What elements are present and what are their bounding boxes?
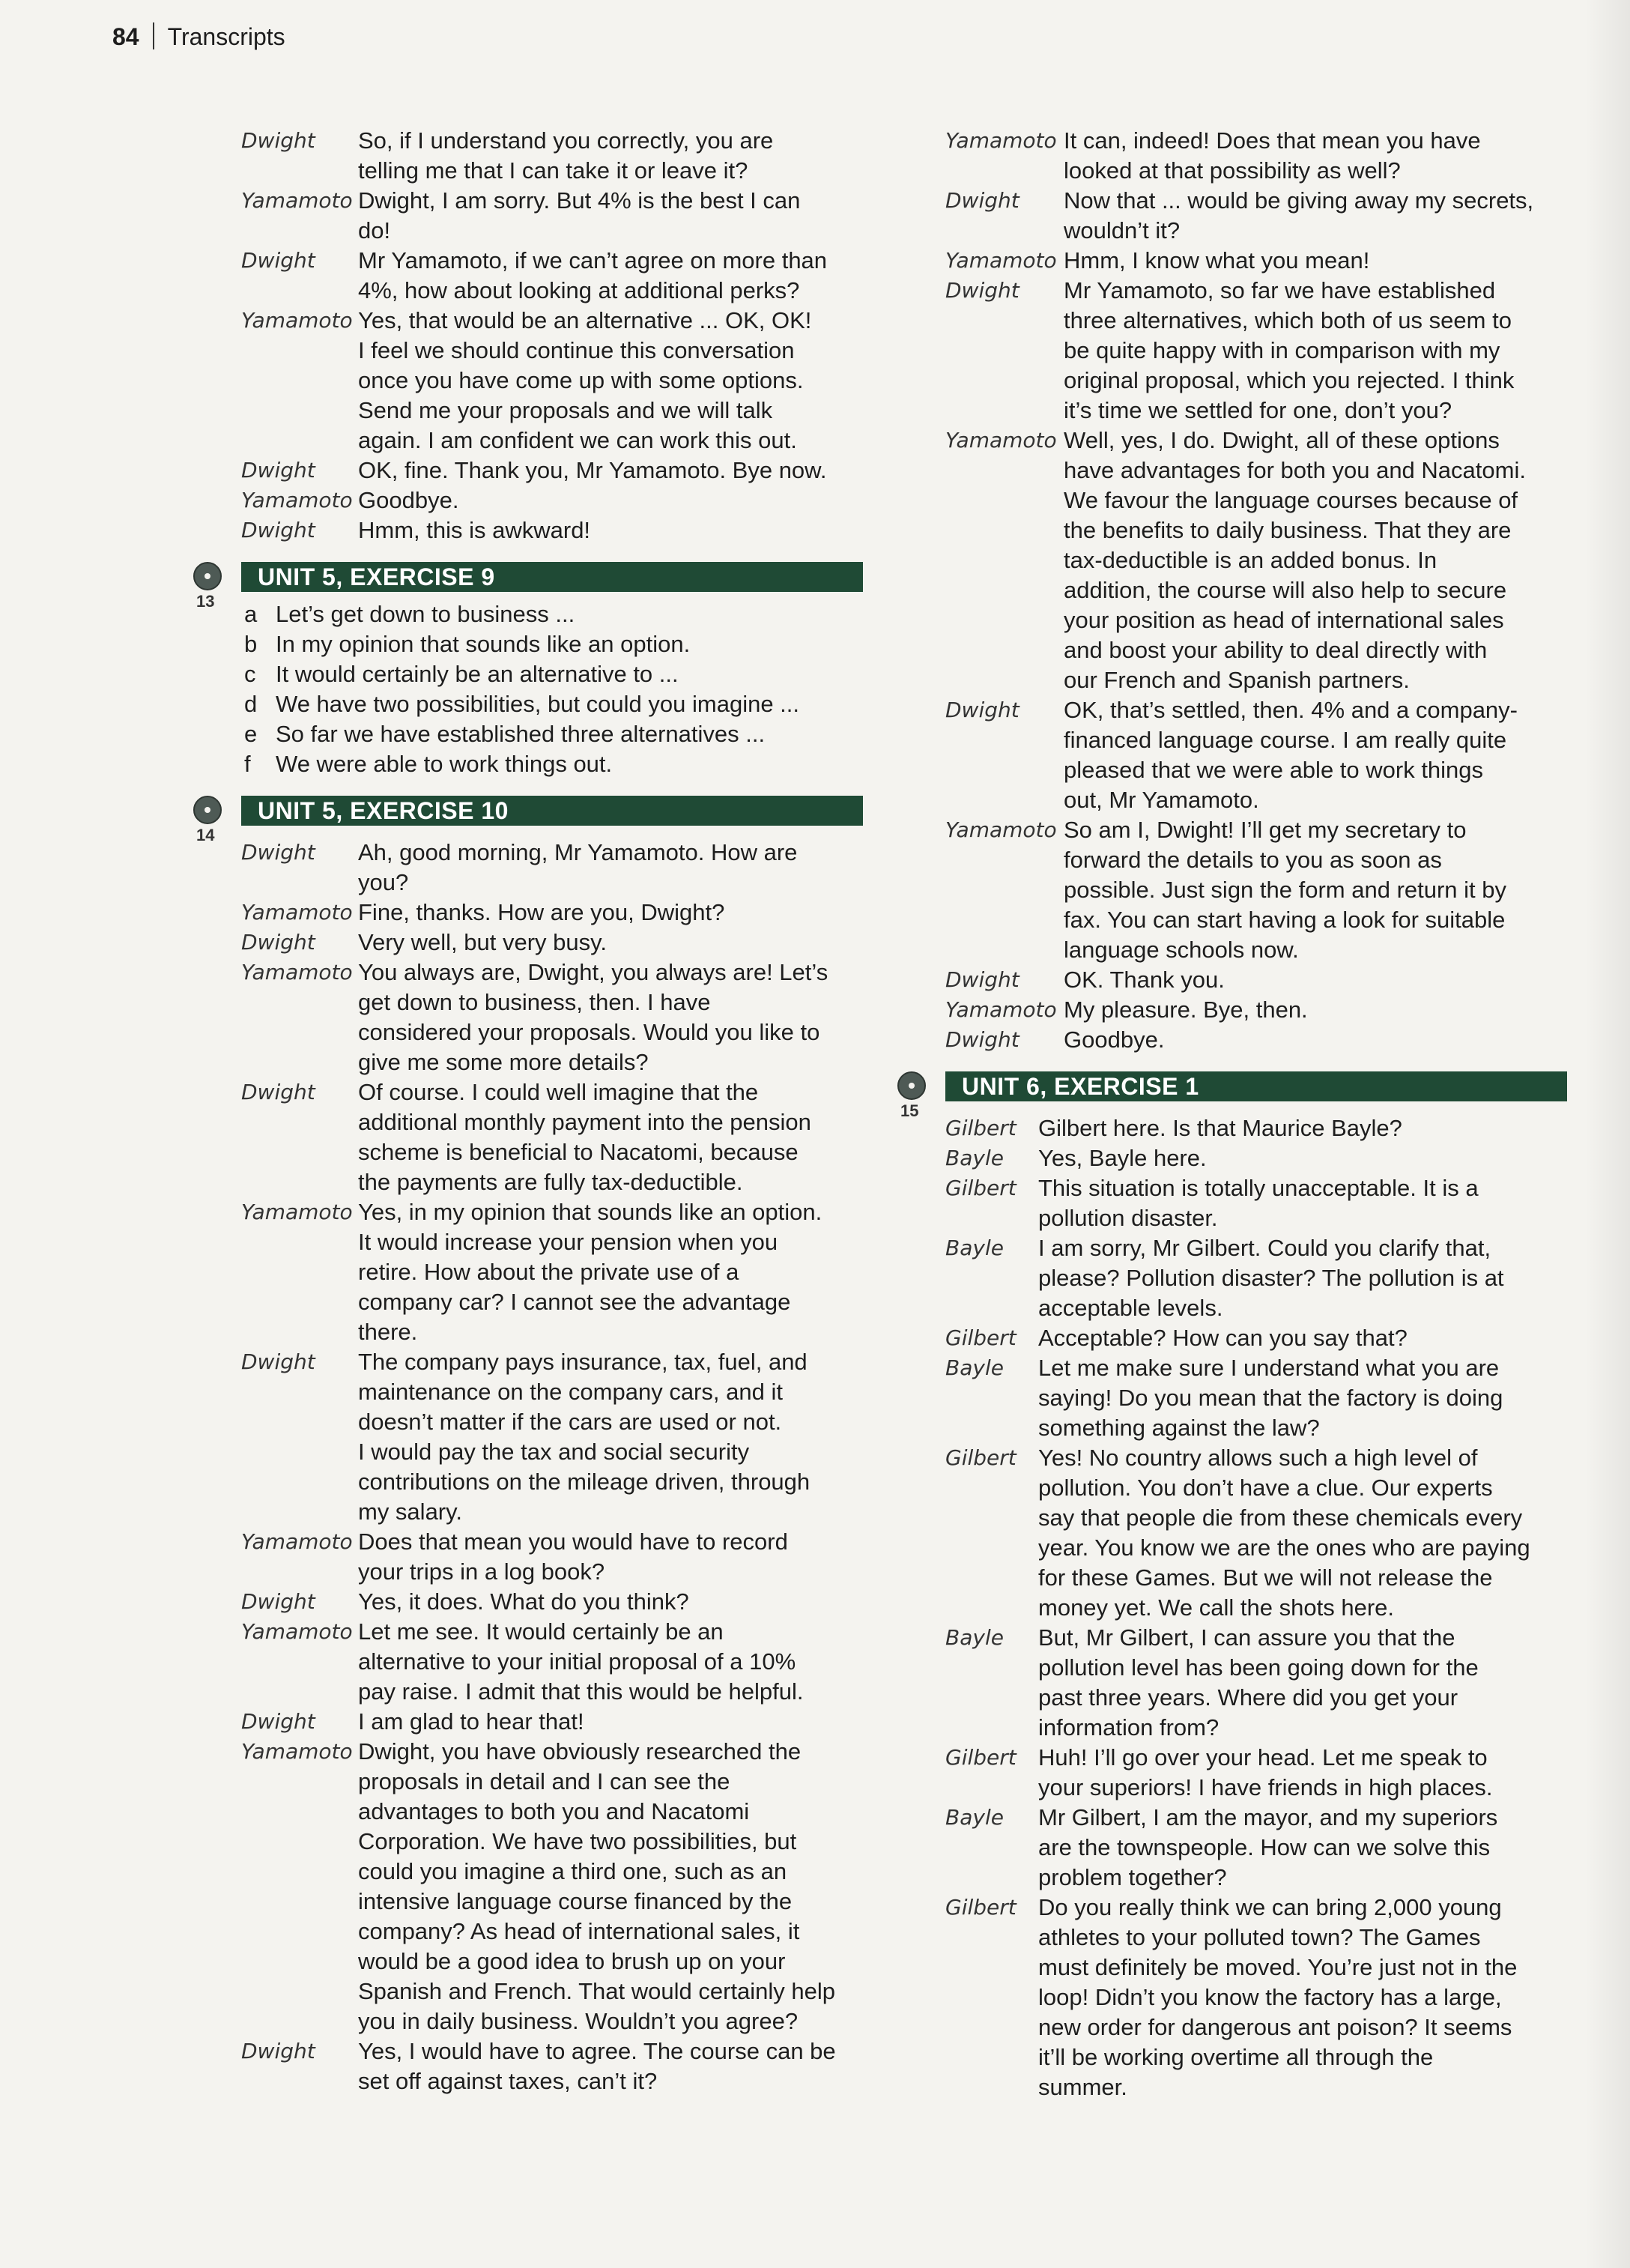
- dialogue-turn: [241, 486, 885, 515]
- speaker-name: Yamamoto: [945, 817, 1057, 842]
- speech-line: maintenance on the company cars, and it: [358, 1379, 783, 1405]
- exercise-option: [241, 689, 885, 719]
- speech-line: Dwight, I am sorry. But 4% is the best I can: [358, 187, 801, 214]
- exercise-option: [241, 659, 885, 689]
- track-number: 15: [900, 1101, 919, 1120]
- exercise-unit6-1-heading: [900, 1071, 1575, 1120]
- dialogue-turn: [241, 1197, 885, 1347]
- speech-line: original proposal, which you rejected. I think: [1064, 367, 1515, 393]
- speaker-name: Dwight: [945, 1027, 1019, 1052]
- speaker-name: Bayle: [945, 1805, 1004, 1830]
- speech-line: scheme is beneficial to Nacatomi, because: [358, 1139, 799, 1165]
- speaker-name: Yamamoto: [241, 1619, 353, 1644]
- speech-line: pollution. You don’t have a clue. Our experts: [1038, 1475, 1493, 1501]
- speech-line: Acceptable? How can you say that?: [1038, 1325, 1408, 1351]
- speech-line: company car? I cannot see the advantage: [358, 1289, 791, 1315]
- speech-line: Yes, I would have to agree. The course can be: [358, 2038, 836, 2064]
- exercise-title: UNIT 5, EXERCISE 10: [241, 796, 863, 826]
- speech-line: OK, fine. Thank you, Mr Yamamoto. Bye now.: [358, 457, 827, 483]
- speech-line: there.: [358, 1319, 418, 1345]
- dialogue-turn: [945, 1025, 1575, 1055]
- speech-line: I feel we should continue this conversation: [358, 337, 795, 363]
- speech-line: Send me your proposals and we will talk: [358, 397, 773, 423]
- speech-line: Let me make sure I understand what you are: [1038, 1355, 1500, 1381]
- dialogue-turn: [241, 1617, 885, 1707]
- dialogue-turn: [241, 1527, 885, 1587]
- speech-line: your superiors! I have friends in high places.: [1038, 1774, 1493, 1800]
- speech-line: We favour the language courses because of: [1064, 487, 1518, 513]
- speech-line: It would increase your pension when you: [358, 1229, 778, 1255]
- speaker-name: Dwight: [241, 458, 315, 483]
- speech-line: But, Mr Gilbert, I can assure you that the: [1038, 1624, 1455, 1651]
- speech-text: [1064, 186, 1575, 246]
- speech-line: Gilbert here. Is that Maurice Bayle?: [1038, 1115, 1402, 1141]
- speech-line: loop! Didn’t you know the factory has a large,: [1038, 1984, 1502, 2010]
- speech-line: considered your proposals. Would you like to: [358, 1019, 820, 1045]
- exercise-option: [241, 719, 885, 749]
- speech-line: three alternatives, which both of us seem to: [1064, 307, 1512, 333]
- speech-line: fax. You can start having a look for suitable: [1064, 907, 1506, 933]
- dialogue-turn: [241, 126, 885, 186]
- speech-line: Ah, good morning, Mr Yamamoto. How are: [358, 839, 798, 865]
- speech-text: [1038, 1173, 1575, 1233]
- speaker-name: Yamamoto: [241, 900, 353, 925]
- speech-line: Now that ... would be giving away my secrets,: [1064, 187, 1534, 214]
- speech-line: I would pay the tax and social security: [358, 1439, 750, 1465]
- speech-line: acceptable levels.: [1038, 1295, 1223, 1321]
- speaker-name: Dwight: [241, 1709, 315, 1734]
- speech-text: [358, 246, 885, 306]
- speech-line: again. I am confident we can work this out.: [358, 427, 797, 453]
- speech-line: proposals in detail and I can see the: [358, 1768, 730, 1794]
- speech-line: financed language course. I am really quite: [1064, 727, 1507, 753]
- speech-text: [358, 928, 885, 958]
- speech-line: Do you really think we can bring 2,000 young: [1038, 1894, 1502, 1920]
- speech-text: [1038, 1803, 1575, 1893]
- dialogue-turn: [945, 126, 1575, 186]
- dialogue-turn: [241, 1077, 885, 1197]
- speech-line: pollution level has been going down for the: [1038, 1654, 1479, 1681]
- speaker-name: Dwight: [241, 1080, 315, 1104]
- option-letter: c: [244, 661, 256, 687]
- speech-line: Mr Gilbert, I am the mayor, and my superiors: [1038, 1804, 1498, 1830]
- dialogue-turn: [945, 1893, 1575, 2102]
- exercise-title: UNIT 6, EXERCISE 1: [945, 1071, 1567, 1101]
- speaker-name: Dwight: [241, 1349, 315, 1374]
- dialogue-unit6-1: [945, 1113, 1575, 2102]
- dialogue-unit5-continued: [241, 126, 885, 545]
- dialogue-unit5-10: [241, 838, 885, 2096]
- speaker-name: Yamamoto: [241, 1200, 353, 1224]
- dialogue-turn: [241, 898, 885, 928]
- dialogue-turn: [241, 456, 885, 486]
- speaker-name: Gilbert: [945, 1745, 1017, 1770]
- speech-text: [1038, 1743, 1575, 1803]
- dialogue-turn: [945, 426, 1575, 695]
- speech-line: I am glad to hear that!: [358, 1708, 584, 1735]
- speaker-name: Dwight: [241, 518, 315, 542]
- speech-line: advantages to both you and Nacatomi: [358, 1798, 750, 1824]
- speech-text: [358, 1077, 885, 1197]
- speech-line: Corporation. We have two possibilities, but: [358, 1828, 797, 1854]
- speaker-name: Gilbert: [945, 1445, 1017, 1470]
- dialogue-turn: [945, 1323, 1575, 1353]
- speech-line: retire. How about the private use of a: [358, 1259, 739, 1285]
- speaker-name: Dwight: [945, 278, 1019, 303]
- speech-text: [1064, 695, 1575, 815]
- dialogue-turn: [241, 306, 885, 456]
- speech-text: [358, 1617, 885, 1707]
- speech-line: it’s time we settled for one, don’t you?: [1064, 397, 1452, 423]
- dialogue-turn: [945, 186, 1575, 246]
- speech-line: Hmm, this is awkward!: [358, 517, 591, 543]
- exercise-option: [241, 599, 885, 629]
- speech-line: telling me that I can take it or leave it?: [358, 157, 748, 184]
- option-letter: b: [244, 631, 258, 657]
- option-letter: f: [244, 751, 251, 777]
- option-text: Let’s get down to business ...: [276, 601, 575, 627]
- speech-text: [1038, 1623, 1575, 1743]
- page-header: [112, 22, 285, 51]
- dialogue-turn: [945, 1623, 1575, 1743]
- speech-line: It can, indeed! Does that mean you have: [1064, 127, 1481, 154]
- exercise-title: UNIT 5, EXERCISE 9: [241, 562, 863, 592]
- speaker-name: Bayle: [945, 1146, 1004, 1170]
- option-letter: a: [244, 601, 258, 627]
- dialogue-turn: [945, 1443, 1575, 1623]
- speech-line: language schools now.: [1064, 937, 1299, 963]
- speech-text: [358, 486, 885, 515]
- speech-text: [358, 1707, 885, 1737]
- speech-line: the benefits to daily business. That they are: [1064, 517, 1512, 543]
- speech-line: something against the law?: [1038, 1415, 1320, 1441]
- speech-line: you?: [358, 869, 409, 895]
- speaker-name: Yamamoto: [945, 428, 1057, 453]
- speech-text: [358, 2036, 885, 2096]
- speaker-name: Yamamoto: [945, 997, 1057, 1022]
- page-title: Transcripts: [167, 23, 285, 50]
- speech-line: year. You know we are the ones who are paying: [1038, 1534, 1530, 1561]
- speech-line: forward the details to you as soon as: [1064, 847, 1442, 873]
- speech-line: money yet. We call the shots here.: [1038, 1594, 1394, 1621]
- speech-text: [358, 1347, 885, 1527]
- speech-line: you in daily business. Wouldn’t you agree?: [358, 2008, 799, 2034]
- speech-text: [1038, 1113, 1575, 1143]
- speech-line: looked at that possibility as well?: [1064, 157, 1401, 184]
- speech-line: intensive language course financed by the: [358, 1888, 793, 1914]
- speech-text: [358, 1587, 885, 1617]
- speech-line: information from?: [1038, 1714, 1220, 1741]
- speech-text: [358, 186, 885, 246]
- dialogue-turn: [945, 1143, 1575, 1173]
- speech-line: have advantages for both you and Nacatomi.: [1064, 457, 1526, 483]
- speech-line: Yes, that would be an alternative ... OK, OK!: [358, 307, 812, 333]
- speaker-name: Dwight: [945, 698, 1019, 722]
- speaker-name: Yamamoto: [241, 960, 353, 985]
- right-column: [900, 126, 1575, 2102]
- left-column: [196, 126, 885, 2096]
- speech-line: OK, that’s settled, then. 4% and a company-: [1064, 697, 1518, 723]
- speech-line: out, Mr Yamamoto.: [1064, 787, 1259, 813]
- speech-line: my salary.: [358, 1499, 462, 1525]
- speech-line: could you imagine a third one, such as an: [358, 1858, 787, 1884]
- speaker-name: Yamamoto: [241, 308, 353, 333]
- speech-text: [1038, 1323, 1575, 1353]
- speech-line: possible. Just sign the form and return it by: [1064, 877, 1507, 903]
- dialogue-turn: [241, 186, 885, 246]
- page-number: 84: [112, 23, 139, 50]
- speaker-name: Yamamoto: [241, 188, 353, 213]
- speech-line: Fine, thanks. How are you, Dwight?: [358, 899, 725, 925]
- speech-line: our French and Spanish partners.: [1064, 667, 1410, 693]
- dialogue-turn: [241, 958, 885, 1077]
- dialogue-turn: [241, 1707, 885, 1737]
- speaker-name: Dwight: [945, 188, 1019, 213]
- speaker-name: Gilbert: [945, 1325, 1017, 1350]
- dialogue-turn: [945, 276, 1575, 426]
- track-number: 14: [196, 826, 215, 844]
- speech-line: tax-deductible is an added bonus. In: [1064, 547, 1437, 573]
- speech-text: [1064, 815, 1575, 965]
- speech-text: [358, 958, 885, 1077]
- speech-line: So, if I understand you correctly, you are: [358, 127, 774, 154]
- speech-text: [1064, 995, 1575, 1025]
- speech-line: Yes! No country allows such a high level of: [1038, 1445, 1478, 1471]
- dialogue-turn: [241, 2036, 885, 2096]
- exercise-unit5-9-options: [241, 599, 885, 779]
- speech-line: Hmm, I know what you mean!: [1064, 247, 1370, 273]
- speech-line: Dwight, you have obviously researched the: [358, 1738, 802, 1764]
- dialogue-turn: [241, 515, 885, 545]
- speech-text: [358, 126, 885, 186]
- speaker-name: Bayle: [945, 1625, 1004, 1650]
- speech-text: [1038, 1443, 1575, 1623]
- dialogue-turn: [241, 1347, 885, 1527]
- speech-line: Goodbye.: [358, 487, 459, 513]
- dialogue-turn: [945, 1743, 1575, 1803]
- speech-line: Yes, Bayle here.: [1038, 1145, 1207, 1171]
- dialogue-turn: [945, 1173, 1575, 1233]
- speech-text: [358, 898, 885, 928]
- speech-line: saying! Do you mean that the factory is doing: [1038, 1385, 1503, 1411]
- speech-line: problem together?: [1038, 1864, 1227, 1890]
- speech-line: Of course. I could well imagine that the: [358, 1079, 759, 1105]
- speech-line: Does that mean you would have to record: [358, 1528, 788, 1555]
- dialogue-turn: [241, 1587, 885, 1617]
- track-number: 13: [196, 592, 215, 611]
- speech-line: your trips in a log book?: [358, 1558, 605, 1585]
- speech-line: once you have come up with some options.: [358, 367, 804, 393]
- speaker-name: Gilbert: [945, 1176, 1017, 1200]
- dialogue-turn: [945, 815, 1575, 965]
- speech-text: [358, 456, 885, 486]
- page-edge-shadow: [1585, 0, 1630, 2268]
- speech-text: [1064, 426, 1575, 695]
- speech-line: new order for dangerous ant poison? It seems: [1038, 2014, 1512, 2040]
- speaker-name: Dwight: [241, 930, 315, 955]
- speech-line: alternative to your initial proposal of a 10%: [358, 1648, 796, 1675]
- speaker-name: Yamamoto: [241, 488, 353, 512]
- speech-line: contributions on the mileage driven, through: [358, 1469, 811, 1495]
- speech-line: 4%, how about looking at additional perks?: [358, 277, 800, 303]
- speech-line: please? Pollution disaster? The pollution is at: [1038, 1265, 1504, 1291]
- option-text: In my opinion that sounds like an option.: [276, 631, 691, 657]
- speech-line: past three years. Where did you get your: [1038, 1684, 1458, 1711]
- speech-line: Yes, it does. What do you think?: [358, 1588, 689, 1615]
- speaker-name: Yamamoto: [945, 248, 1057, 273]
- speech-line: OK. Thank you.: [1064, 967, 1225, 993]
- speech-line: I am sorry, Mr Gilbert. Could you clarify that,: [1038, 1235, 1491, 1261]
- option-letter: d: [244, 691, 258, 717]
- speech-line: do!: [358, 217, 391, 244]
- speech-line: Goodbye.: [1064, 1026, 1165, 1053]
- speaker-name: Dwight: [241, 248, 315, 273]
- speech-text: [1038, 1143, 1575, 1173]
- dialogue-turn: [945, 1233, 1575, 1323]
- speech-line: summer.: [1038, 2074, 1127, 2100]
- speech-text: [1064, 246, 1575, 276]
- speech-text: [1038, 1353, 1575, 1443]
- speech-line: You always are, Dwight, you always are! Let’s: [358, 959, 828, 985]
- option-text: It would certainly be an alternative to ...: [276, 661, 679, 687]
- audio-cd-icon: [193, 796, 222, 824]
- dialogue-turn: [945, 1803, 1575, 1893]
- speech-line: must definitely be moved. You’re just not in the: [1038, 1954, 1518, 1980]
- speaker-name: Gilbert: [945, 1895, 1017, 1920]
- speaker-name: Dwight: [241, 128, 315, 153]
- speech-text: [358, 306, 885, 456]
- speech-line: Spanish and French. That would certainly help: [358, 1978, 836, 2004]
- speech-line: pay raise. I admit that this would be helpful.: [358, 1678, 804, 1705]
- audio-cd-icon: [193, 562, 222, 590]
- speech-line: Well, yes, I do. Dwight, all of these options: [1064, 427, 1500, 453]
- dialogue-turn: [241, 1737, 885, 2036]
- speech-line: be quite happy with in comparison with my: [1064, 337, 1500, 363]
- speech-line: So am I, Dwight! I’ll get my secretary to: [1064, 817, 1467, 843]
- dialogue-turn: [945, 246, 1575, 276]
- speech-text: [1064, 1025, 1575, 1055]
- speech-line: This situation is totally unacceptable. It is a: [1038, 1175, 1479, 1201]
- exercise-option: [241, 749, 885, 779]
- dialogue-turn: [945, 995, 1575, 1025]
- speech-line: are the townspeople. How can we solve this: [1038, 1834, 1491, 1860]
- dialogue-turn: [945, 965, 1575, 995]
- dialogue-turn: [945, 1113, 1575, 1143]
- speech-line: Huh! I’ll go over your head. Let me speak to: [1038, 1744, 1488, 1770]
- speech-line: Mr Yamamoto, if we can’t agree on more than: [358, 247, 828, 273]
- speech-line: addition, the course will also help to secure: [1064, 577, 1507, 603]
- speaker-name: Bayle: [945, 1355, 1004, 1380]
- speaker-name: Yamamoto: [945, 128, 1057, 153]
- speech-text: [1064, 126, 1575, 186]
- speech-line: get down to business, then. I have: [358, 989, 711, 1015]
- option-text: We have two possibilities, but could you imagine ...: [276, 691, 800, 717]
- speaker-name: Yamamoto: [241, 1529, 353, 1554]
- speech-line: and boost your ability to deal directly with: [1064, 637, 1488, 663]
- speech-text: [1064, 276, 1575, 426]
- speech-text: [358, 1737, 885, 2036]
- speaker-name: Bayle: [945, 1236, 1004, 1260]
- option-letter: e: [244, 721, 258, 747]
- option-text: We were able to work things out.: [276, 751, 613, 777]
- speaker-name: Dwight: [241, 1589, 315, 1614]
- speaker-name: Dwight: [945, 967, 1019, 992]
- speech-text: [1038, 1233, 1575, 1323]
- exercise-option: [241, 629, 885, 659]
- speech-text: [358, 838, 885, 898]
- dialogue-turn: [241, 838, 885, 898]
- dialogue-turn: [241, 246, 885, 306]
- speaker-name: Dwight: [241, 2039, 315, 2063]
- speech-text: [1038, 1893, 1575, 2102]
- speech-line: Let me see. It would certainly be an: [358, 1618, 724, 1645]
- speech-line: Mr Yamamoto, so far we have established: [1064, 277, 1496, 303]
- dialogue-turn: [241, 928, 885, 958]
- speech-line: for these Games. But we will not release the: [1038, 1564, 1493, 1591]
- exercise-unit5-10-heading: [196, 796, 885, 844]
- audio-cd-icon: [897, 1071, 926, 1100]
- speech-line: set off against taxes, can’t it?: [358, 2068, 658, 2094]
- speech-line: Very well, but very busy.: [358, 929, 607, 955]
- speech-line: give me some more details?: [358, 1049, 649, 1075]
- dialogue-turn: [945, 1353, 1575, 1443]
- speaker-name: Yamamoto: [241, 1739, 353, 1764]
- speech-line: pleased that we were able to work things: [1064, 757, 1484, 783]
- speech-line: pollution disaster.: [1038, 1205, 1218, 1231]
- speech-line: athletes to your polluted town? The Games: [1038, 1924, 1481, 1950]
- speech-line: the payments are fully tax-deductible.: [358, 1169, 743, 1195]
- speech-line: additional monthly payment into the pension: [358, 1109, 811, 1135]
- speaker-name: Gilbert: [945, 1116, 1017, 1140]
- speech-line: doesn’t matter if the cars are used or not.: [358, 1409, 782, 1435]
- speech-line: say that people die from these chemicals every: [1038, 1505, 1523, 1531]
- speech-text: [358, 1527, 885, 1587]
- speech-line: wouldn’t it?: [1064, 217, 1181, 244]
- speech-line: it’ll be working overtime all through the: [1038, 2044, 1434, 2070]
- speech-line: would be a good idea to brush up on your: [358, 1948, 786, 1974]
- speech-text: [358, 515, 885, 545]
- speech-line: your position as head of international sales: [1064, 607, 1504, 633]
- speech-line: My pleasure. Bye, then.: [1064, 997, 1308, 1023]
- speech-line: company? As head of international sales, it: [358, 1918, 800, 1944]
- dialogue-unit5-10-continued: [945, 126, 1575, 1055]
- header-divider: [153, 22, 154, 49]
- speech-text: [358, 1197, 885, 1347]
- speech-line: The company pays insurance, tax, fuel, and: [358, 1349, 808, 1375]
- option-text: So far we have established three alternatives ...: [276, 721, 766, 747]
- speech-text: [1064, 965, 1575, 995]
- speaker-name: Dwight: [241, 840, 315, 865]
- exercise-unit5-9-heading: [196, 562, 885, 611]
- dialogue-turn: [945, 695, 1575, 815]
- speech-line: Yes, in my opinion that sounds like an option.: [358, 1199, 822, 1225]
